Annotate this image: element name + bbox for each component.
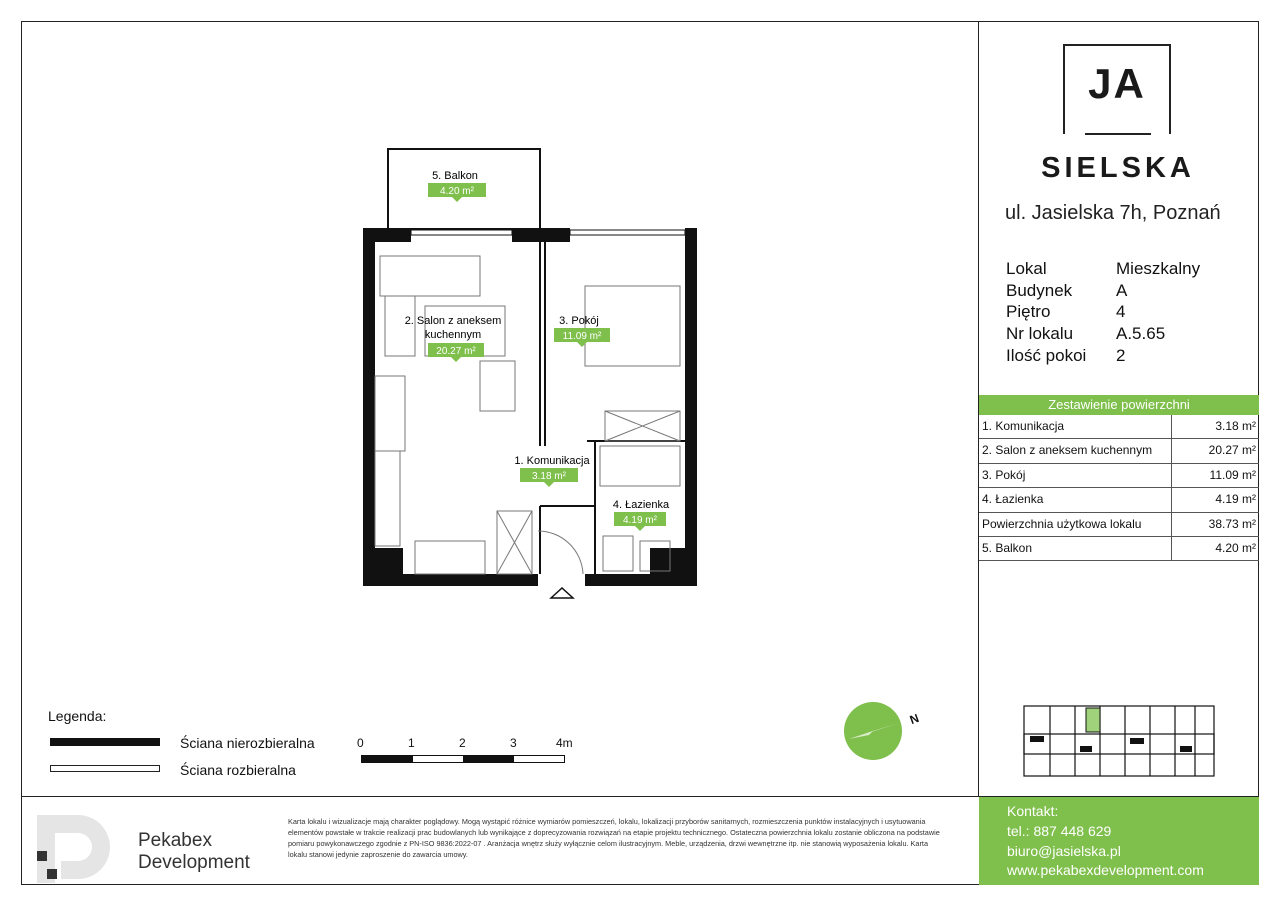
compass-icon xyxy=(843,701,903,761)
disclaimer: Karta lokalu i wizualizacje mają charakter poglądowy. Mogą wystąpić różnice wymiarów pomieszczeń, lokalu, lokalizacji przyborów sanitarnych, rozmieszczenia punktów instalacyjnych i usytuowania elementów powstałe w trakcie realizacji prac budowlanych lub wynikające z doprecyzowania rozwiązań na etapie projektu technicznego. Ostateczna powierzchnia lokalu zostanie obliczona na podstawie pomiaru powykonawczego zgodnie z PN-ISO 9836:2022-07 . Aranżacja wnętrz służy wyłącznie celom ilustracyjnym. Meble, urządzenia, drzwi wewnętrzne itp. nie stanowią wyposażenia lokalu. Karta lokalu stanowi jedynie zaproszenie do zawarcia umowy. xyxy=(288,817,940,859)
scale-tick-label: 2 xyxy=(459,736,466,750)
brand-name: SIELSKA xyxy=(1041,152,1195,184)
legend-load-bearing-label: Ściana nierozbieralna xyxy=(180,735,315,751)
scale-tick-label: 1 xyxy=(408,736,415,750)
info-value: 4 xyxy=(1116,302,1126,322)
area-summary-table xyxy=(979,415,1259,561)
komunikacja-label: 1. Komunikacja xyxy=(514,455,590,467)
brand-mark: JA xyxy=(1088,60,1146,107)
room-name: 4. Łazienka xyxy=(979,488,1172,511)
legend-title: Legenda: xyxy=(48,708,107,724)
legend-removable-label: Ściana rozbieralna xyxy=(180,762,296,778)
scale-tick-label: 0 xyxy=(357,736,364,750)
table-row xyxy=(979,513,1259,537)
contact-website[interactable]: www.pekabexdevelopment.com xyxy=(1007,862,1204,878)
room-area: 20.27 m² xyxy=(1208,443,1256,458)
scale-tick-label: 3 xyxy=(510,736,517,750)
table-row xyxy=(979,415,1259,439)
north-label: N xyxy=(907,710,921,728)
info-row xyxy=(1006,258,1246,280)
info-row xyxy=(1006,301,1246,323)
contact-title: Kontakt: xyxy=(1007,803,1059,819)
table-row xyxy=(979,537,1259,561)
pekabex-logo-icon xyxy=(33,811,133,883)
room-name: 3. Pokój xyxy=(979,464,1172,487)
info-value: A xyxy=(1116,280,1128,300)
developer-name-line1: Pekabex xyxy=(138,830,212,851)
salon-area: 20.27 m² xyxy=(436,346,476,357)
info-key: Nr lokalu xyxy=(1006,324,1074,344)
lazienka-area: 4.19 m² xyxy=(623,515,657,526)
room-name: 1. Komunikacja xyxy=(979,415,1172,438)
info-key: Lokal xyxy=(1006,259,1047,278)
entry-arrow xyxy=(551,588,573,598)
pokoj-area: 11.09 m² xyxy=(562,331,602,342)
legend-removable-swatch xyxy=(50,765,160,772)
room-name: 5. Balkon xyxy=(979,537,1172,560)
info-row xyxy=(1006,345,1246,367)
table-row xyxy=(979,488,1259,512)
legend-load-bearing-swatch xyxy=(50,738,160,746)
info-key: Piętro xyxy=(1006,302,1051,322)
info-value: A.5.65 xyxy=(1116,324,1166,344)
table-row xyxy=(979,464,1259,488)
unit-info xyxy=(1006,258,1246,366)
contact-email[interactable]: biuro@jasielska.pl xyxy=(1007,843,1121,859)
salon-label-1: 2. Salon z aneksem xyxy=(404,315,502,327)
info-key: Budynek xyxy=(1006,280,1073,300)
load-bearing-walls xyxy=(363,228,697,586)
room-name: 2. Salon z aneksem kuchennym xyxy=(979,439,1172,462)
info-row xyxy=(1006,280,1246,302)
room-name: Powierzchnia użytkowa lokalu xyxy=(979,513,1172,536)
developer-name-line2: Development xyxy=(138,852,250,873)
lazienka-label: 4. Łazienka xyxy=(612,499,670,511)
room-area: 3.18 m² xyxy=(1215,419,1256,433)
developer-name xyxy=(138,830,250,874)
balkon-label: 5. Balkon xyxy=(432,170,478,182)
pokoj-label: 3. Pokój xyxy=(559,315,599,327)
balkon-area: 4.20 m² xyxy=(440,186,474,197)
contact-phone[interactable]: tel.: 887 448 629 xyxy=(1007,823,1112,839)
site-plan-thumbnail xyxy=(1020,700,1220,780)
table-row xyxy=(979,439,1259,463)
info-value: Mieszkalny xyxy=(1116,259,1201,278)
scale-tick-label: 4m xyxy=(556,736,573,750)
summary-title: Zestawienie powierzchni xyxy=(979,395,1259,415)
room-area: 4.20 m² xyxy=(1215,540,1256,555)
brand-underline xyxy=(1085,133,1151,135)
info-key: Ilość pokoi xyxy=(1006,345,1087,365)
contact-box xyxy=(979,797,1259,885)
address: ul. Jasielska 7h, Poznań xyxy=(1005,202,1221,224)
salon-label-2: kuchennym xyxy=(424,329,482,341)
komunikacja-area: 3.18 m² xyxy=(532,471,566,482)
info-row xyxy=(1006,323,1246,345)
room-area: 11.09 m² xyxy=(1209,467,1256,482)
scale-bar xyxy=(361,755,565,763)
info-value: 2 xyxy=(1116,345,1126,365)
room-area: 38.73 m² xyxy=(1208,516,1256,531)
room-area: 4.19 m² xyxy=(1215,492,1256,507)
floor-plan xyxy=(355,146,705,606)
